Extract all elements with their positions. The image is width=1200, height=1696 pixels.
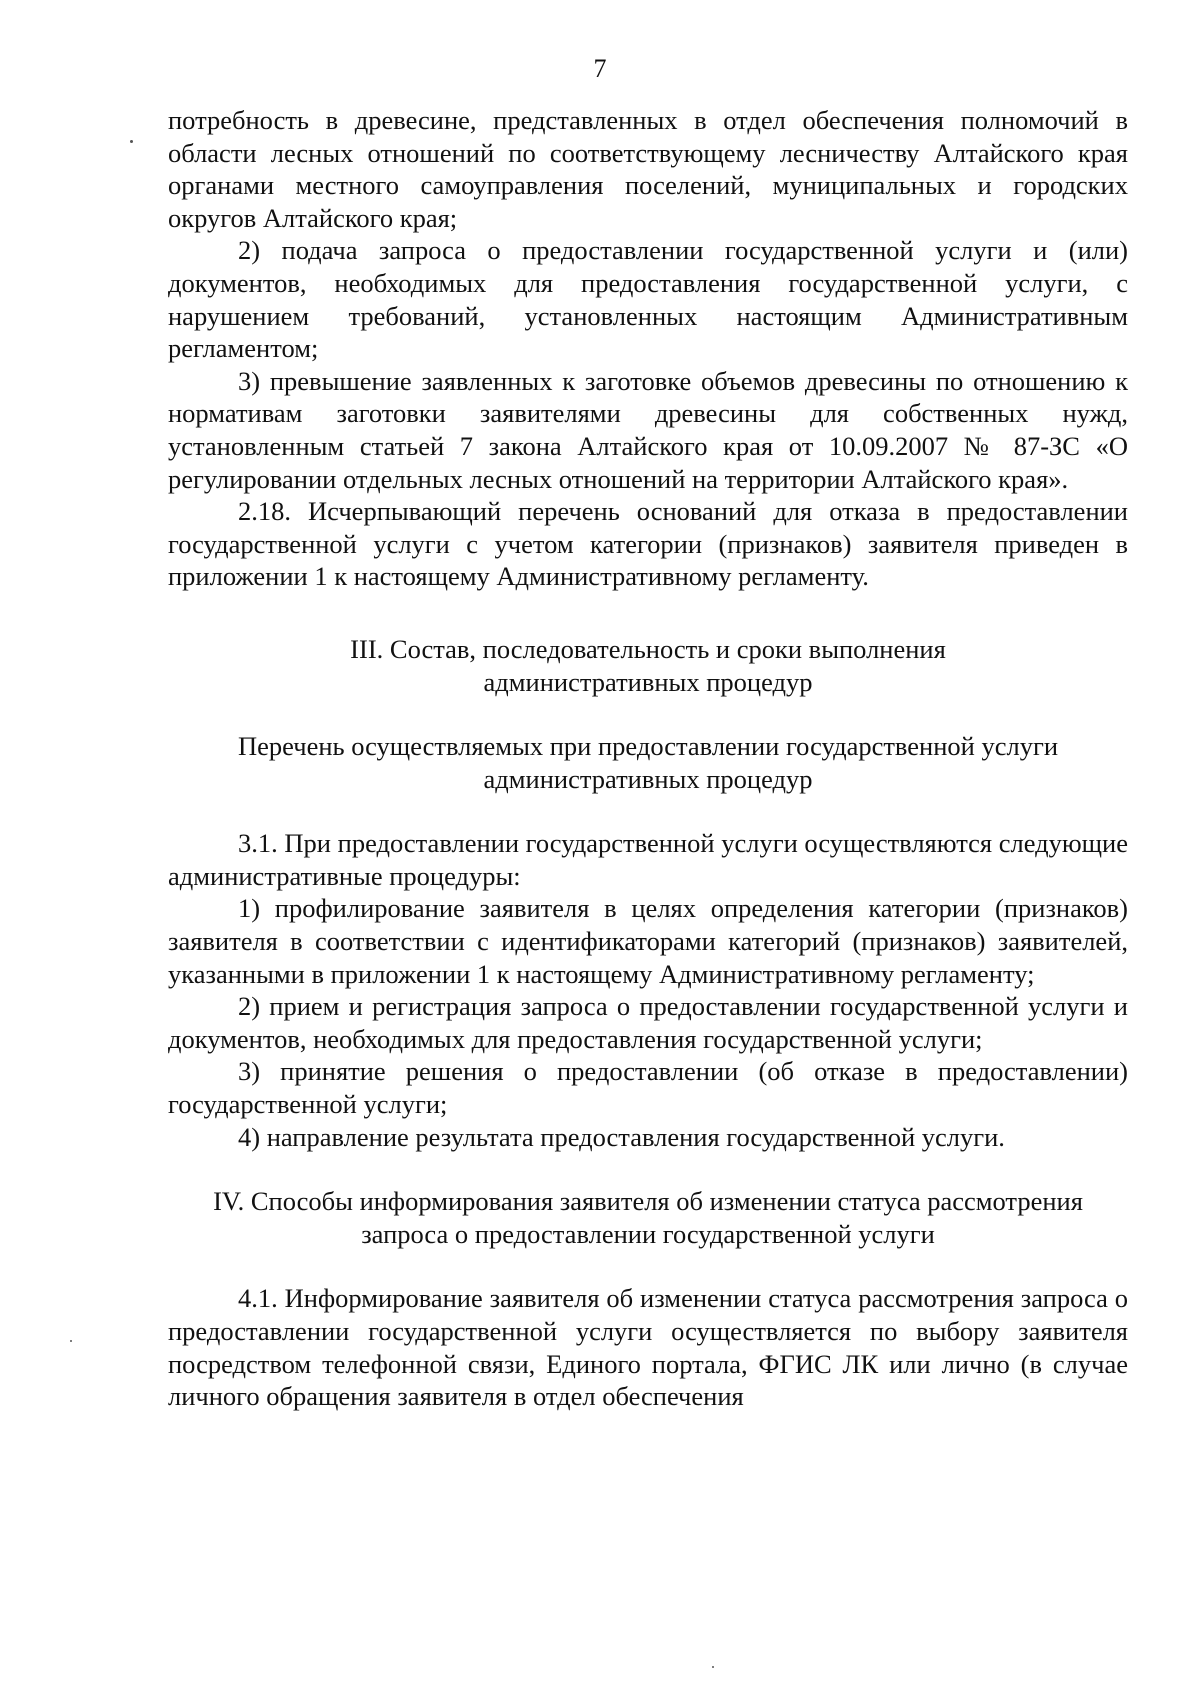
spacer [168,593,1128,633]
paragraph-procedure-3: 3) принятие решения о предоставлении (об отказе в предоставлении) государственной услуги; [168,1056,1128,1120]
spacer [168,698,1128,730]
spacer [168,795,1128,827]
paragraph-4-1: 4.1. Информирование заявителя об изменении статуса рассмотрения запроса о предоставлении государственной услуги осуществляется по выбору заявителя посредством телефонной связи, Единого портала, ФГИС ЛК или лично (в случае личного обращения заявителя в отдел обеспечения [168,1283,1128,1412]
paragraph-item-3: 3) превышение заявленных к заготовке объемов древесины по отношению к нормативам заготовки заявителями древесины для собственных нужд, установленным статьей 7 закона Алтайского края от 10.09.2007 № 87-ЗС «О регулировании отдельных лесных отношений на территории Алтайского края». [168,365,1128,494]
scan-speck [712,1666,714,1668]
section-4-heading-line-2: запроса о предоставлении государственной услуги [361,1218,935,1249]
page-number: 7 [593,54,607,83]
section-3-heading-line-1: III. Состав, последовательность и сроки выполнения [350,633,946,664]
paragraph-procedure-2: 2) прием и регистрация запроса о предоставлении государственной услуги и документов, необходимых для предоставления государственной услуги; [168,991,1128,1054]
section-4-heading-line-1: IV. Способы информирования заявителя об изменении статуса рассмотрения [213,1186,1083,1217]
paragraph-procedure-4: 4) направление результата предоставления государственной услуги. [238,1121,1005,1152]
section-3-heading-line-2: административных процедур [483,666,813,697]
paragraph-item-2: 2) подача запроса о предоставлении государственной услуги и (или) документов, необходимых для предоставления государственной услуги, с нарушением требований, установленных настоящим Административным регламентом; [168,235,1128,364]
spacer [168,1153,1128,1185]
paragraph-procedure-1: 1) профилирование заявителя в целях определения категории (признаков) заявителя в соответствии с идентификаторами категорий (признаков) заявителей, указанными в приложении 1 к настоящему Административному регламенту; [168,893,1128,989]
scan-speck [130,140,133,143]
spacer [168,1250,1128,1282]
section-3-subheading-line-1: Перечень осуществляемых при предоставлении государственной услуги [237,731,1058,762]
section-3-subheading-line-2: административных процедур [483,763,813,794]
scan-speck [70,1340,72,1342]
document-body [168,104,1128,1413]
paragraph-3-1: 3.1. При предоставлении государственной услуги осуществляются следующие административные процедуры: [168,828,1128,891]
paragraph-continuation: потребность в древесине, представленных в отдел обеспечения полномочий в области лесных отношений по соответствующему лесничеству Алтайского края органами местного самоуправления поселений, муниципальных и городских округов Алтайского края; [168,105,1128,233]
paragraph-2-18: 2.18. Исчерпывающий перечень оснований для отказа в предоставлении государственной услуги с учетом категории (признаков) заявителя приведен в приложении 1 к настоящему Административному регламенту. [168,496,1128,592]
